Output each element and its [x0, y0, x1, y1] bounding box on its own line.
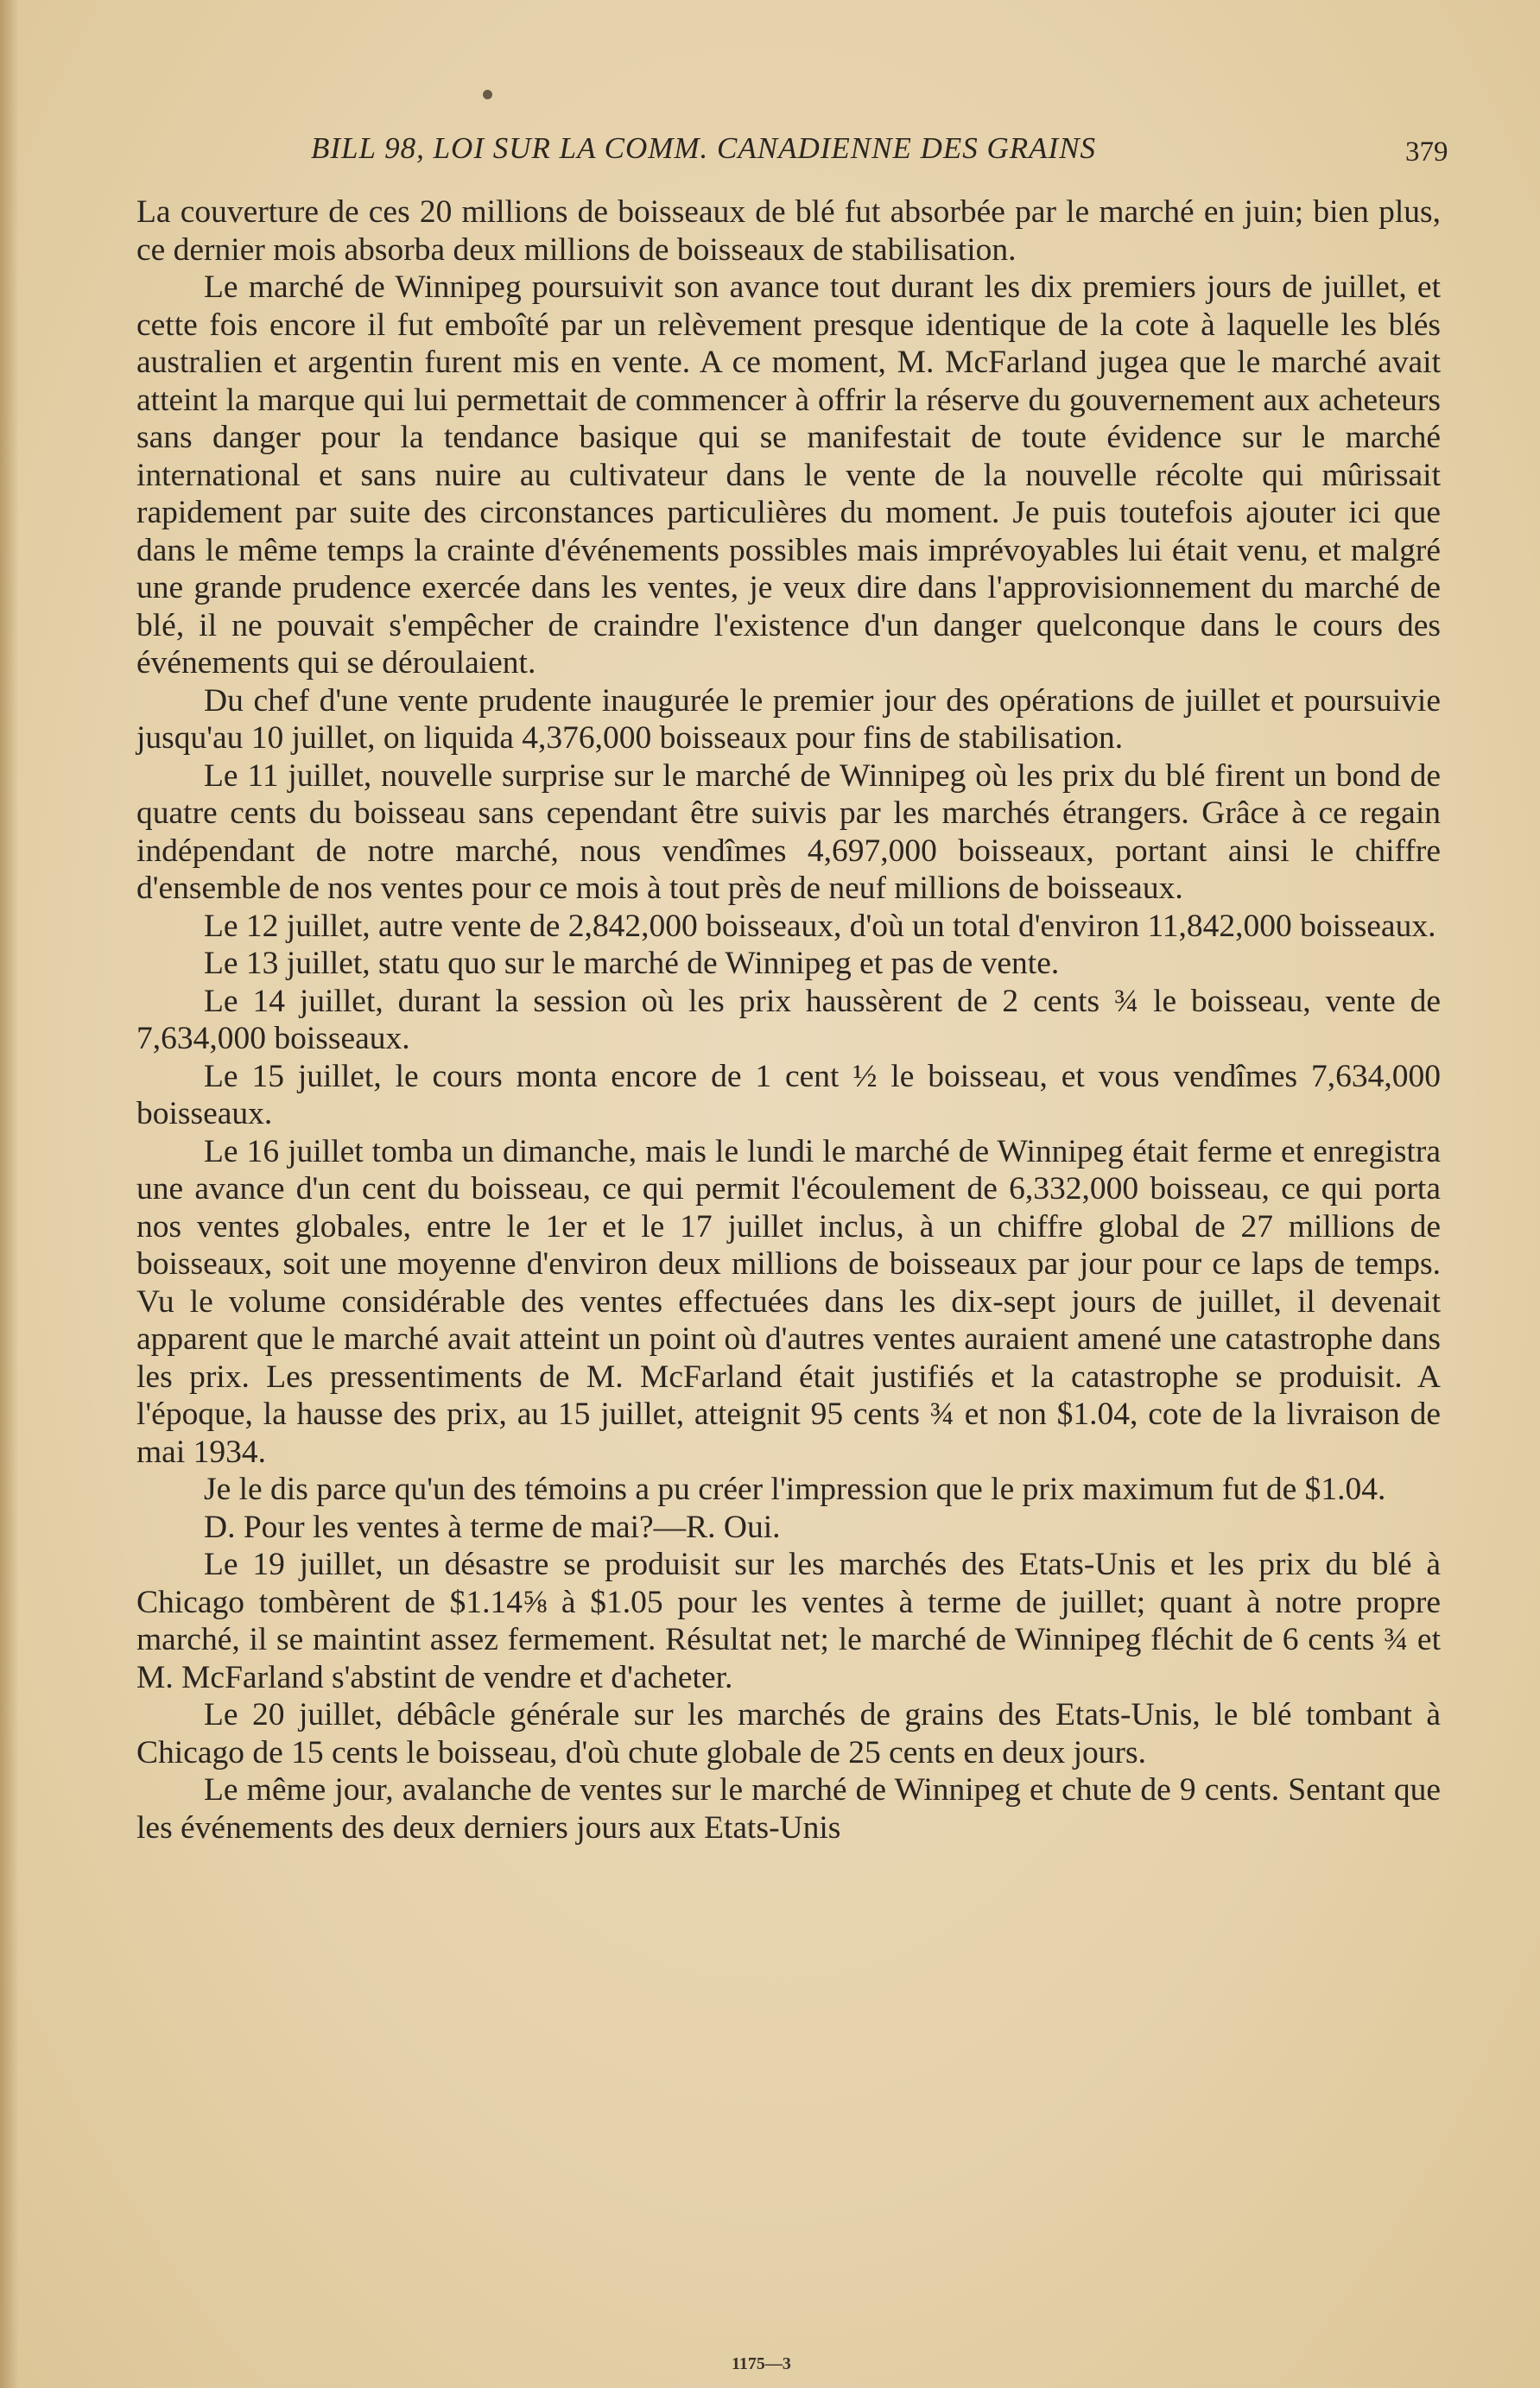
page-edge-shadow — [0, 0, 19, 2388]
paragraph: Le 19 juillet, un désastre se produisit sur les marchés des Etats-Unis et les prix du blé à Chicago tombèrent de $1.14⅝ à $1.05 pour les ventes à terme de juillet; quant à notre propre marché, il se maintint assez fermement. Résultat net; le marché de Winnipeg fléchit de 6 cents ¾ et M. McFarland s'abstint de vendre et d'acheter. — [136, 1547, 1441, 1695]
paragraph: Le 13 juillet, statu quo sur le marché de Winnipeg et pas de vente. — [204, 946, 1060, 981]
binding-dot — [483, 90, 492, 99]
paragraph: Le 16 juillet tomba un dimanche, mais le lundi le marché de Winnipeg était ferme et enregistra une avance d'un cent du boisseau, ce qui permit l'écoulement de 6,332,000 boisseau, ce qui porta nos ventes globales, entre le 1er et le 17 juillet inclus, à un chiffre global de 27 millions de boisseaux, soit une moyenne d'environ deux millions de boisseaux par jour pour ce laps de temps. Vu le volume considérable des ventes effectuées dans les dix-sept jours de juillet, il devenait apparent que le marché avait atteint un point où d'autres ventes auraient amené une catastrophe dans les prix. Les pressentiments de M. McFarland était justifiés et la catastrophe se produisit. A l'époque, la hausse des prix, au 15 juillet, atteignit 95 cents ¾ et non $1.04, cote de la livraison de mai 1934. — [136, 1133, 1441, 1470]
paragraph: Le 14 juillet, durant la session où les prix haussèrent de 2 cents ¾ le boisseau, vente de 7,634,000 boisseaux. — [136, 983, 1441, 1056]
paragraph: Du chef d'une vente prudente inaugurée le premier jour des opérations de juillet et poursuivie jusqu'au 10 juillet, on liquida 4,376,000 boisseaux pour fins de stabilisation. — [136, 682, 1441, 756]
paragraph: Le 20 juillet, débâcle générale sur les marchés de grains des Etats-Unis, le blé tombant à Chicago de 15 cents le boisseau, d'où chute globale de 25 cents en deux jours. — [136, 1697, 1441, 1770]
paragraph: Le 11 juillet, nouvelle surprise sur le marché de Winnipeg où les prix du blé firent un bond de quatre cents du boisseau sans cependant être suivis par les marchés étrangers. Grâce à ce regain indépendant de notre marché, nous vendîmes 4,697,000 boisseaux, portant ainsi le chiffre d'ensemble de nos ventes pour ce mois à tout près de neuf millions de boisseaux. — [136, 757, 1441, 906]
body-text — [136, 193, 1441, 2301]
paragraph: Le même jour, avalanche de ventes sur le marché de Winnipeg et chute de 9 cents. Sentant que les événements des deux derniers jours aux Etats-Unis — [136, 1772, 1441, 1846]
printer-signature: 1175—3 — [732, 2354, 791, 2373]
paragraph: Le marché de Winnipeg poursuivit son avance tout durant les dix premiers jours de juillet, et cette fois encore il fut emboîté par un relèvement presque identique de la cote à laquelle les blés australien et argentin furent mis en vente. A ce moment, M. McFarland jugea que le marché avait atteint la marque qui lui permettait de commencer à offrir la réserve du gouvernement aux acheteurs sans danger pour la tendance basique qui se manifestait de toute évidence sur le marché international et sans nuire au cultivateur dans le vente de la nouvelle récolte qui mûrissait rapidement par suite des circonstances particulières du moment. Je puis toutefois ajouter ici que dans le même temps la crainte d'événements possibles mais imprévoyables lui était venu, et malgré une grande prudence exercée dans les ventes, je veux dire dans l'approvisionnement du marché de blé, il ne pouvait s'empêcher de craindre l'existence d'un danger quelconque dans le cours des événements qui se déroulaient. — [136, 269, 1441, 681]
paragraph: La couverture de ces 20 millions de boisseaux de blé fut absorbée par le marché en juin; bien plus, ce dernier mois absorba deux millions de boisseaux de stabilisation. — [136, 194, 1441, 268]
page-number: 379 — [1405, 136, 1448, 168]
running-head: BILL 98, LOI SUR LA COMM. CANADIENNE DES GRAINS — [311, 131, 1097, 165]
paragraph: Le 15 juillet, le cours monta encore de 1 cent ½ le boisseau, et vous vendîmes 7,634,000 boisseaux. — [136, 1058, 1441, 1131]
paragraph: Le 12 juillet, autre vente de 2,842,000 boisseaux, d'où un total d'environ 11,842,000 boisseaux. — [204, 908, 1436, 944]
paragraph: Je le dis parce qu'un des témoins a pu créer l'impression que le prix maximum fut de $1.04. — [204, 1472, 1386, 1507]
paragraph: D. Pour les ventes à terme de mai?—R. Oui. — [204, 1509, 781, 1545]
